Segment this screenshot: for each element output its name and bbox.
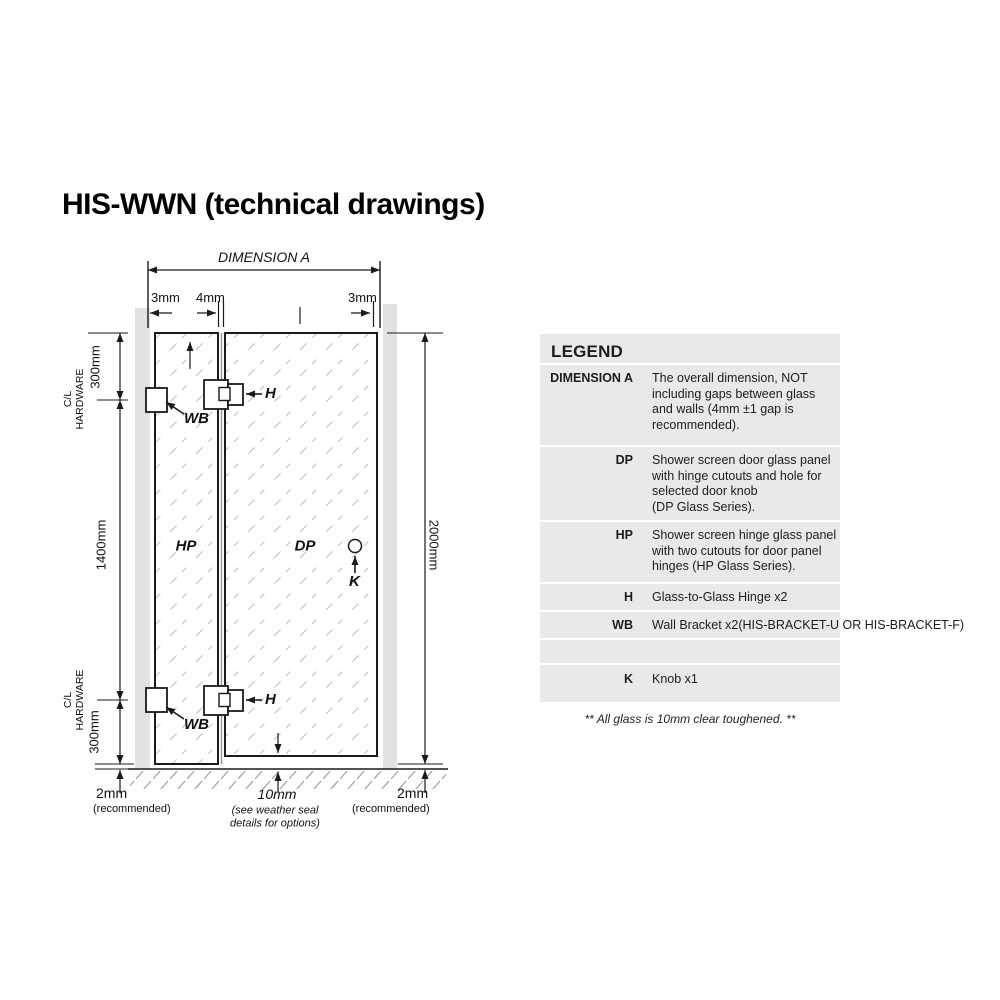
legend-key: K xyxy=(623,672,633,686)
weather-seal-note-1: (see weather seal xyxy=(231,804,319,817)
legend-key: DIMENSION A xyxy=(550,371,633,385)
wall-right xyxy=(383,304,397,769)
legend-desc-line: Wall Bracket x2(HIS-BRACKET-U OR HIS-BRACKET-F) xyxy=(652,618,965,632)
legend-desc xyxy=(652,618,964,638)
legend-key: DP xyxy=(615,453,633,467)
legend-desc xyxy=(652,453,831,520)
h-bottom-label: H xyxy=(265,691,276,708)
page-title: HIS-WWN (technical drawings) xyxy=(62,188,485,221)
legend-desc-line: Knob x1 xyxy=(652,672,698,686)
k-label: K xyxy=(349,573,360,590)
cl-line1: C/L xyxy=(61,390,74,408)
legend-panel xyxy=(540,334,965,702)
gap-2mm-right: 2mm xyxy=(397,785,429,801)
gap-10mm: 10mm xyxy=(257,785,297,802)
gap-2mm-left: 2mm xyxy=(96,785,128,801)
legend-desc-line: Shower screen door glass panel xyxy=(652,453,831,467)
dim-1400-label: 1400mm xyxy=(93,519,109,571)
wb-bottom-label: WB xyxy=(184,716,209,733)
hinge-bottom xyxy=(204,686,243,715)
h-top-label: H xyxy=(265,385,276,402)
legend-row-hp xyxy=(540,520,840,582)
legend-desc-line: recommended). xyxy=(652,417,740,432)
glass-footnote: ** All glass is 10mm clear toughened. ** xyxy=(584,712,796,726)
weather-seal-note-2: details for options) xyxy=(230,817,320,830)
legend-desc xyxy=(652,371,815,445)
cl-hardware-top-label xyxy=(62,369,86,430)
gap-right-label: 3mm xyxy=(348,290,377,305)
gap-middle-label: 4mm xyxy=(196,290,225,305)
panel-hp-label: HP xyxy=(175,537,197,555)
legend-desc-line: hinges (HP Glass Series). xyxy=(652,559,796,573)
legend-desc-line: including gaps between glass xyxy=(652,386,816,401)
legend-desc-line: selected door knob xyxy=(652,484,758,498)
legend-row-h xyxy=(540,582,840,610)
dimension-a-label: DIMENSION A xyxy=(217,248,311,265)
legend-row-wb xyxy=(540,610,965,638)
legend-row-dimension-a xyxy=(540,363,840,445)
gap-2mm-left-note: (recommended) xyxy=(93,803,171,815)
legend-title: LEGEND xyxy=(551,342,624,361)
legend-desc-line: and walls (4mm ±1 gap is xyxy=(652,402,794,416)
knob-circle xyxy=(349,540,362,553)
cl-hardware-bottom-label xyxy=(62,670,86,731)
legend-desc xyxy=(652,672,698,702)
dim-2000-label: 2000mm xyxy=(426,519,442,571)
panel-dp-label: DP xyxy=(294,537,316,555)
legend-desc-line: with two cutouts for door panel xyxy=(652,543,822,558)
hinge-top xyxy=(204,380,243,409)
cl-line2: HARDWARE xyxy=(74,669,86,731)
legend-desc-line: The overall dimension, NOT xyxy=(652,371,808,385)
wall-bracket-bottom xyxy=(146,688,167,712)
legend-row-empty xyxy=(540,638,840,663)
wb-top-label: WB xyxy=(184,410,209,427)
legend-row-dp xyxy=(540,445,840,520)
cl-line1: C/L xyxy=(61,691,74,709)
dim-300-top-label: 300mm xyxy=(87,345,103,389)
legend-desc-line: Glass-to-Glass Hinge x2 xyxy=(652,590,788,604)
legend-key: H xyxy=(623,590,633,604)
wall-bracket-top xyxy=(146,388,167,412)
legend-desc-line: with hinge cutouts and hole for xyxy=(652,468,822,483)
legend-key: HP xyxy=(615,528,633,542)
cl-line2: HARDWARE xyxy=(74,368,86,430)
legend-desc xyxy=(652,528,836,582)
legend-row-k xyxy=(540,663,840,702)
gap-2mm-right-note: (recommended) xyxy=(352,803,430,815)
legend-desc-line: (DP Glass Series). xyxy=(652,499,756,514)
gap-left-label: 3mm xyxy=(151,290,180,305)
legend-desc xyxy=(652,590,787,610)
legend-key: WB xyxy=(612,618,633,632)
dim-300-bottom-label: 300mm xyxy=(86,710,102,754)
legend-desc-line: Shower screen hinge glass panel xyxy=(652,528,837,542)
